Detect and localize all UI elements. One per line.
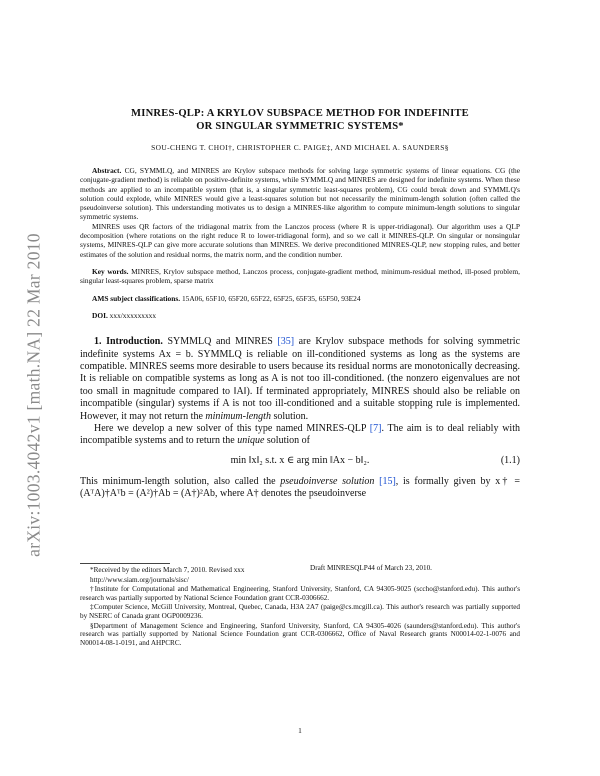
footnotes	[80, 566, 520, 648]
citation-7[interactable]: [7]	[369, 423, 382, 434]
title-line-1: MINRES-QLP: A KRYLOV SUBSPACE METHOD FOR INDEFINITE	[131, 108, 469, 119]
intro-paragraph-3	[80, 476, 520, 501]
footnote-saunders: §Department of Management Science and Engineering, Stanford University, Stanford, CA 94305-4026 (saunders@stanford.edu). This author's research was partially supported by National Science Foundation grant CCR-0306662, Office of Naval Research grants N00014-02-1-0076 and N00014-08-1-0191, and AHPCRC.	[80, 621, 520, 647]
citation-15[interactable]: [15]	[379, 475, 396, 487]
abstract-label: Abstract.	[92, 166, 122, 175]
intro-text-2a: Here we develop a new solver of this type named MINRES-QLP	[94, 423, 370, 434]
intro-paragraph-1	[80, 336, 520, 423]
keywords-text: MINRES, Krylov subspace method, Lanczos process, conjugate-gradient method, minimum-residual method, ill-posed problem, singular least-squares problem, sparse matrix	[80, 266, 520, 286]
intro-text-3a: This minimum-length solution, also called the	[80, 475, 281, 487]
keywords-label: Key words.	[92, 266, 129, 276]
footnote-paige: ‡Computer Science, McGill University, Montreal, Quebec, Canada, H3A 2A7 (paige@cs.mcgill.ca). This author's research was partially supported by NSERC of Canada grant OGP0009236.	[80, 603, 520, 620]
arxiv-stamp-text: arXiv:1003.4042v1 [math.NA] 22 Mar 2010	[23, 233, 44, 557]
equation-math: min ‖x‖₂ s.t. x ∈ arg min ‖Ax − b‖₂.	[230, 454, 370, 466]
intro-text-2-italic: unique	[237, 435, 265, 447]
equation-1-1	[80, 455, 520, 469]
page-number: 1	[298, 726, 302, 735]
footnote-rule	[80, 563, 170, 564]
doi-label: DOI.	[92, 310, 108, 320]
paper-body	[80, 336, 520, 500]
footnote-url: http://www.siam.org/journals/sisc/	[90, 575, 189, 584]
doi	[80, 311, 520, 320]
ams-text: 15A06, 65F10, 65F20, 65F22, 65F25, 65F35, 65F50, 93E24	[181, 293, 361, 303]
keywords	[80, 267, 520, 286]
intro-text-3-italic: pseudoinverse solution	[280, 475, 375, 487]
paper-content	[80, 107, 520, 501]
draft-note: Draft MINRESQLP44 of March 23, 2010.	[310, 564, 432, 572]
abstract-text-1: CG, SYMMLQ, and MINRES are Krylov subspace methods for solving large symmetric systems of linear equations. CG (the conjugate-gradient method) is reliable on positive-definite systems, while SYMMLQ and MINRES are designed for indefinite systems. When these methods are applied to an incompatible system (that is, a singular symmetric least-squares problem), CG could break down and SYMMLQ's solution could explode, while MINRES would give a least-squares solution but not necessarily the minimum-length solution (often called the pseudoinverse solution). This understanding motivates us to design a MINRES-like algorithm to compute minimum-length solutions to singular symmetric systems.	[80, 166, 521, 222]
intro-text-1-italic: minimum-length	[205, 410, 271, 422]
arxiv-stamp	[23, 215, 45, 575]
abstract	[80, 166, 520, 259]
title-line-2: OR SINGULAR SYMMETRIC SYSTEMS*	[196, 121, 404, 132]
ams-label: AMS subject classifications.	[92, 293, 181, 303]
intro-text-1b: are Krylov subspace methods for solving symmetric indefinite systems Ax = b. SYMMLQ is reliable on ill-conditioned systems as long as the systems are compatible. MINRES seems more desirable to users because its residual norms are monotonically decreasing. It is reliable on compatible systems as long as A is not too ill-conditioned. (the nonzero eigenvalues are not too small in magnitude compared to ‖A‖). If terminated appropriately, MINRES should also be reliable on incompatible (singular) systems if A is not too ill-conditioned and a suitable stopping rule is implemented. However, it may not return the	[80, 336, 521, 422]
paper-title	[80, 107, 520, 133]
footnote-received: *Received by the editors March 7, 2010. Revised xxx	[90, 566, 245, 574]
author-list: SOU-CHENG T. CHOI†, CHRISTOPHER C. PAIGE‡, AND MICHAEL A. SAUNDERS§	[151, 143, 449, 152]
equation-number: (1.1)	[500, 454, 520, 466]
abstract-paragraph-2: MINRES uses QR factors of the tridiagonal matrix from the Lanczos process (where R is upper-tridiagonal). Our algorithm uses a QLP decomposition (where rotations on the right reduce R to lower-tridiagonal form), and so we call it MINRES-QLP. On singular or nonsingular systems, MINRES-QLP can give more accurate solutions than MINRES. We derive preconditioned MINRES-QLP, new stopping rules, and better estimates of the solution and residual norms, the matrix norm, and the condition number.	[80, 221, 520, 259]
intro-text-2b: . The aim is to deal reliably with incompatible systems and to return the	[80, 423, 520, 447]
footnote-choi: †Institute for Computational and Mathematical Engineering, Stanford University, Stanford, CA 94305-9025 (sccho@stanford.edu). This author's research was partially supported by National Science Foundation grant CCR-0306662.	[80, 585, 520, 602]
intro-text-1c: solution.	[270, 410, 309, 422]
intro-text-1a: SYMMLQ and MINRES	[167, 336, 278, 348]
ams-classifications	[80, 294, 520, 303]
section-heading: 1. Introduction.	[94, 336, 163, 348]
intro-paragraph-2	[80, 423, 520, 448]
intro-text-2c: solution of	[264, 435, 310, 447]
abstract-paragraph-1	[80, 166, 520, 222]
intro-text-3b: , is formally given by x† = (AᵀA)†Aᵀb = (A²)†Ab = (A†)²Ab, where A† denotes the pseudoinverse	[80, 475, 520, 500]
citation-35[interactable]: [35]	[277, 336, 295, 348]
doi-text: xxx/xxxxxxxxx	[109, 310, 157, 320]
